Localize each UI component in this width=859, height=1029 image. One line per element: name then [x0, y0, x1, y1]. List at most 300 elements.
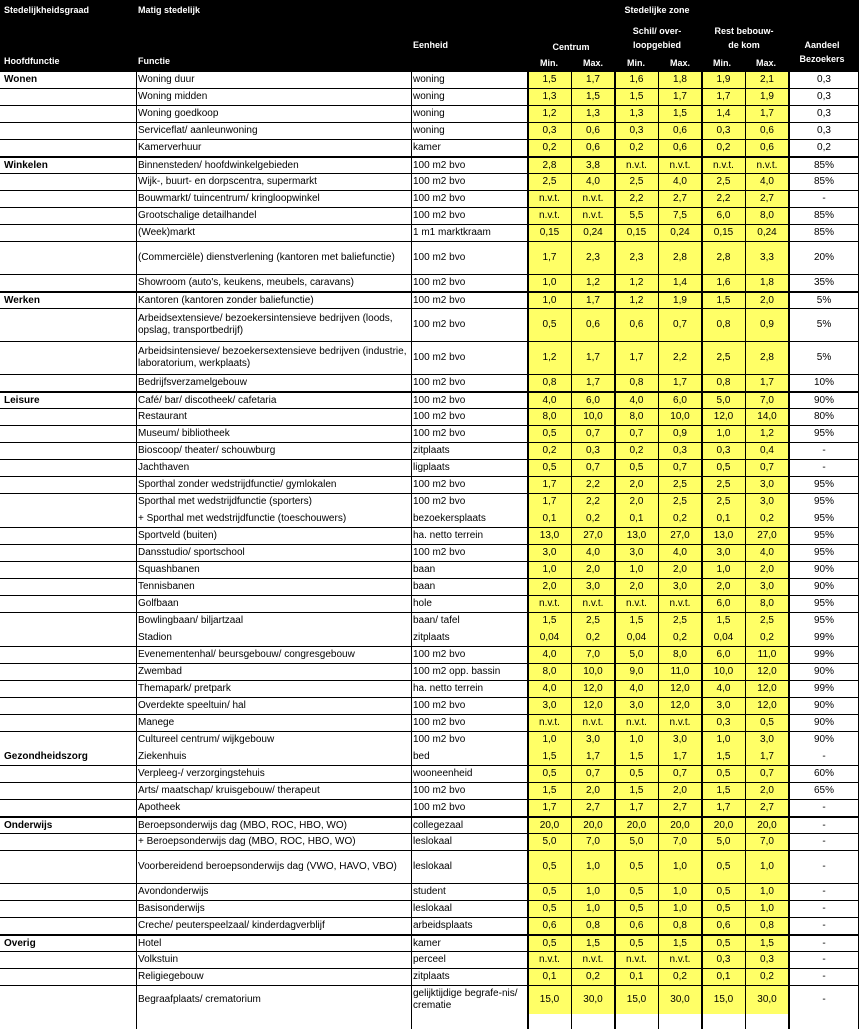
- header-aandeel-line2: Bezoekers: [799, 54, 845, 64]
- min-value: [615, 952, 658, 968]
- max-value: [658, 275, 702, 291]
- min-value: [615, 140, 658, 156]
- max-value-text: 1,2: [586, 277, 600, 288]
- min-value-text: 1,5: [716, 785, 731, 796]
- max-value-text: 2,8: [760, 352, 774, 363]
- min-value-text: 1,4: [716, 108, 731, 119]
- min-value: [702, 275, 745, 291]
- max-value: [745, 309, 789, 341]
- header-schil-line1: Schil/ over-: [632, 26, 682, 36]
- min-value: [615, 158, 658, 173]
- min-value-text: 1,0: [629, 734, 644, 745]
- max-value-text: 1,0: [760, 903, 774, 914]
- max-value: [745, 106, 789, 122]
- min-value-text: 3,0: [542, 547, 557, 558]
- max-value: [571, 596, 615, 612]
- visitor-share-text: 85%: [813, 159, 834, 171]
- max-value: [658, 545, 702, 561]
- max-value: [745, 562, 789, 578]
- function-label-text: Tennisbanen: [138, 581, 195, 592]
- function-label-text: Serviceflat/ aanleunwoning: [138, 125, 258, 136]
- max-value: [745, 936, 789, 951]
- min-value-text: 0,1: [542, 512, 557, 524]
- function-label: [136, 647, 411, 663]
- max-value: [571, 409, 615, 425]
- max-value: [571, 275, 615, 291]
- table-row: [0, 241, 859, 274]
- unit-label-text: 100 m2 bvo: [413, 252, 466, 263]
- min-value: [615, 783, 658, 799]
- min-value-text: 0,7: [629, 428, 644, 439]
- min-value-text: 2,5: [542, 176, 557, 187]
- min-value: [702, 800, 745, 816]
- min-value: [702, 375, 745, 391]
- function-label: [136, 664, 411, 680]
- min-value-text: 0,5: [629, 886, 644, 897]
- max-value: [658, 629, 702, 646]
- table-row: [0, 578, 859, 595]
- category-label: [0, 158, 136, 173]
- function-label: [136, 629, 411, 646]
- grid-line: [788, 71, 790, 1029]
- function-label-text: Themapark/ pretpark: [138, 683, 231, 694]
- visitor-share-text: 99%: [813, 649, 834, 660]
- function-label-text: Arbeidsextensieve/ bezoekersintensieve bedrijven (loods, opslag, transportbedrijf): [138, 313, 393, 336]
- min-value: [702, 952, 745, 968]
- max-value: [745, 293, 789, 308]
- visitor-share: [789, 579, 859, 595]
- max-value-text: 3,3: [760, 252, 774, 263]
- visitor-share-text: 0,3: [817, 125, 831, 136]
- max-value: [571, 647, 615, 663]
- min-value-text: 0,2: [542, 445, 557, 456]
- min-value-text: 3,0: [716, 700, 731, 711]
- min-value-text: 1,5: [629, 750, 644, 762]
- min-value-text: 2,5: [629, 176, 644, 187]
- max-value: [571, 242, 615, 274]
- max-value: [571, 158, 615, 173]
- min-value: [528, 545, 571, 561]
- max-value-text: 0,7: [760, 462, 774, 473]
- min-value-text: 0,5: [716, 861, 731, 872]
- max-value: [658, 783, 702, 799]
- table-row: [0, 799, 859, 816]
- max-value: [745, 158, 789, 173]
- max-value: [658, 208, 702, 224]
- category-label: [0, 72, 136, 88]
- min-value-text: 12,0: [713, 411, 734, 422]
- min-value-text: 0,8: [716, 319, 731, 330]
- max-value-text: 0,7: [673, 768, 687, 779]
- min-value: [702, 918, 745, 934]
- unit-label-text: 100 m2 bvo: [413, 210, 466, 221]
- max-value-text: 1,7: [760, 108, 774, 119]
- min-value-text: 0,04: [539, 631, 560, 643]
- min-value-text: 4,0: [542, 683, 557, 694]
- max-value: [571, 918, 615, 934]
- min-value-text: 20,0: [539, 819, 560, 831]
- function-label: [136, 851, 411, 883]
- min-value: [528, 275, 571, 291]
- function-label-text: Evenementenhal/ beursgebouw/ congresgebouw: [138, 649, 355, 660]
- unit-label: [411, 174, 528, 190]
- min-value-text: 0,2: [629, 445, 644, 456]
- min-value-text: 2,2: [716, 193, 731, 204]
- min-value: [528, 106, 571, 122]
- table-row: [0, 544, 859, 561]
- unit-label-text: leslokaal: [413, 836, 452, 847]
- max-value-text: 1,0: [586, 861, 600, 872]
- max-value-text: 1,0: [760, 886, 774, 897]
- max-value-text: 1,0: [673, 903, 687, 914]
- table-row: [0, 850, 859, 883]
- min-value: [702, 191, 745, 207]
- min-value-text: 0,2: [629, 142, 644, 153]
- min-value-text: 4,0: [629, 394, 644, 406]
- max-value-text: n.v.t.: [582, 598, 604, 609]
- table-row: [0, 122, 859, 139]
- table-row: [0, 917, 859, 934]
- max-value-text: 2,0: [586, 785, 600, 796]
- max-value: [571, 613, 615, 629]
- table-row: [0, 951, 859, 968]
- function-label-text: Basisonderwijs: [138, 903, 205, 914]
- min-value: [615, 375, 658, 391]
- min-value: [615, 715, 658, 731]
- max-value: [571, 225, 615, 241]
- max-value-text: n.v.t.: [582, 954, 604, 965]
- min-value: [615, 664, 658, 680]
- unit-label: [411, 748, 528, 765]
- header-min-rest: Min.: [713, 58, 731, 68]
- function-label: [136, 783, 411, 799]
- max-value-text: 1,5: [673, 937, 687, 949]
- max-value-text: 12,0: [583, 700, 603, 711]
- visitor-share: [789, 715, 859, 731]
- unit-label-text: 100 m2 bvo: [413, 159, 466, 171]
- min-value-text: 0,3: [716, 954, 731, 965]
- visitor-share-text: -: [822, 886, 826, 897]
- min-value: [615, 851, 658, 883]
- min-value: [528, 818, 571, 833]
- min-value: [702, 596, 745, 612]
- min-value-text: 10,0: [713, 666, 734, 677]
- unit-label-text: 100 m2 bvo: [413, 411, 466, 422]
- max-value: [571, 191, 615, 207]
- max-value: [745, 986, 789, 1014]
- max-value: [658, 851, 702, 883]
- max-value-text: 0,2: [673, 971, 687, 982]
- category-label: [0, 818, 136, 833]
- min-value-text: 13,0: [626, 530, 647, 541]
- visitor-share-text: 90%: [813, 581, 834, 592]
- min-value: [615, 426, 658, 442]
- function-label-text: Woning duur: [138, 74, 195, 85]
- max-value-text: 2,7: [760, 193, 774, 204]
- max-value: [658, 140, 702, 156]
- function-label: [136, 158, 411, 173]
- max-value-text: 0,7: [673, 462, 687, 473]
- max-value: [571, 494, 615, 510]
- visitor-share-text: 90%: [813, 564, 834, 575]
- unit-label: [411, 732, 528, 748]
- max-value: [571, 986, 615, 1014]
- function-label-text: Overdekte speeltuin/ hal: [138, 700, 246, 711]
- min-value: [702, 242, 745, 274]
- max-value: [745, 647, 789, 663]
- min-value-text: 0,1: [716, 512, 731, 524]
- visitor-share: [789, 766, 859, 782]
- table-row: [0, 663, 859, 680]
- unit-label: [411, 375, 528, 391]
- function-label-text: Jachthaven: [138, 462, 190, 473]
- unit-label: [411, 901, 528, 917]
- min-value: [528, 225, 571, 241]
- max-value-text: 0,6: [760, 142, 774, 153]
- max-value-text: 2,0: [760, 294, 774, 306]
- unit-label-text: 100 m2 bvo: [413, 377, 466, 388]
- min-value: [702, 528, 745, 544]
- unit-label: [411, 72, 528, 88]
- min-value-text: 1,2: [542, 352, 557, 363]
- min-value-text: 0,5: [629, 462, 644, 473]
- visitor-share-text: 95%: [813, 547, 834, 558]
- function-label-text: Wijk-, buurt- en dorpscentra, supermarkt: [138, 176, 317, 187]
- max-value: [658, 818, 702, 833]
- min-value-text: 0,5: [629, 861, 644, 872]
- min-value: [615, 681, 658, 697]
- min-value: [702, 986, 745, 1014]
- min-value: [702, 748, 745, 765]
- category-label-text: Winkelen: [4, 159, 48, 171]
- min-value: [615, 698, 658, 714]
- unit-label: [411, 647, 528, 663]
- unit-label-text: ligplaats: [413, 462, 450, 473]
- max-value: [658, 393, 702, 408]
- min-value: [615, 242, 658, 274]
- function-label: [136, 884, 411, 900]
- max-value: [658, 426, 702, 442]
- visitor-share-text: 99%: [813, 683, 834, 694]
- visitor-share: [789, 106, 859, 122]
- max-value-text: 4,0: [586, 176, 600, 187]
- unit-label: [411, 884, 528, 900]
- min-value: [702, 309, 745, 341]
- max-value: [658, 528, 702, 544]
- max-value-text: 11,0: [757, 649, 777, 660]
- function-label: [136, 732, 411, 748]
- max-value-text: 0,2: [673, 512, 687, 524]
- min-value-text: 1,3: [542, 91, 557, 102]
- max-value: [658, 174, 702, 190]
- function-label: [136, 596, 411, 612]
- max-value: [745, 918, 789, 934]
- max-value-text: n.v.t.: [669, 954, 691, 965]
- function-label: [136, 698, 411, 714]
- visitor-share-text: -: [822, 994, 826, 1005]
- unit-label: [411, 293, 528, 308]
- category-label-text: Overig: [4, 937, 36, 949]
- max-value: [745, 140, 789, 156]
- visitor-share: [789, 72, 859, 88]
- function-label-text: Bowlingbaan/ biljartzaal: [138, 615, 244, 626]
- function-label: [136, 986, 411, 1014]
- max-value-text: 27,0: [670, 530, 690, 541]
- function-label: [136, 123, 411, 139]
- min-value: [702, 613, 745, 629]
- max-value-text: 1,7: [586, 750, 600, 762]
- table-row: [0, 765, 859, 782]
- visitor-share-text: 85%: [813, 176, 834, 187]
- function-label: [136, 72, 411, 88]
- min-value: [528, 89, 571, 105]
- unit-label-text: 100 m2 bvo: [413, 802, 466, 813]
- max-value: [571, 208, 615, 224]
- max-value-text: 0,2: [760, 971, 774, 982]
- max-value: [658, 191, 702, 207]
- function-label: [136, 174, 411, 190]
- max-value: [571, 952, 615, 968]
- min-value: [702, 208, 745, 224]
- min-value-text: 1,5: [542, 615, 557, 626]
- max-value: [658, 106, 702, 122]
- max-value: [658, 969, 702, 985]
- table-row: [0, 459, 859, 476]
- unit-label: [411, 629, 528, 646]
- min-value-text: 1,2: [629, 294, 644, 306]
- unit-label: [411, 123, 528, 139]
- min-value-text: 0,8: [629, 377, 644, 388]
- min-value-text: n.v.t.: [539, 598, 560, 609]
- visitor-share: [789, 664, 859, 680]
- category-label-text: Wonen: [4, 74, 38, 85]
- max-value-text: 1,5: [760, 937, 774, 949]
- min-value-text: 0,5: [629, 903, 644, 914]
- max-value-text: 1,7: [760, 750, 774, 762]
- max-value-text: 8,0: [760, 210, 774, 221]
- min-value-text: 1,7: [542, 802, 557, 813]
- table-row: [0, 646, 859, 663]
- visitor-share: [789, 851, 859, 883]
- min-value-text: 0,5: [542, 903, 557, 914]
- min-value: [528, 293, 571, 308]
- min-value: [615, 613, 658, 629]
- max-value: [745, 613, 789, 629]
- max-value-text: 12,0: [757, 666, 777, 677]
- function-label: [136, 426, 411, 442]
- min-value: [702, 901, 745, 917]
- function-label: [136, 681, 411, 697]
- max-value: [745, 952, 789, 968]
- min-value-text: 0,5: [716, 462, 731, 473]
- function-label-text: Bouwmarkt/ tuincentrum/ kringloopwinkel: [138, 193, 320, 204]
- table-row: [0, 408, 859, 425]
- category-label: [0, 293, 136, 308]
- function-label-text: Arbeidsintensieve/ bezoekersextensieve bedrijven (industrie, laboratorium, werkplaats): [138, 346, 407, 369]
- min-value: [528, 375, 571, 391]
- function-label-text: Binnensteden/ hoofdwinkelgebieden: [138, 159, 299, 171]
- min-value: [528, 477, 571, 493]
- min-value: [702, 629, 745, 646]
- max-value-text: 1,7: [586, 294, 600, 306]
- unit-label-text: kamer: [413, 142, 441, 153]
- function-label: [136, 443, 411, 459]
- max-value: [745, 393, 789, 408]
- min-value: [528, 884, 571, 900]
- min-value-text: 1,7: [542, 496, 557, 507]
- max-value: [658, 884, 702, 900]
- min-value: [528, 140, 571, 156]
- unit-label: [411, 834, 528, 850]
- min-value: [702, 477, 745, 493]
- header-functie: Functie: [138, 56, 171, 66]
- max-value-text: 1,9: [760, 91, 774, 102]
- max-value: [658, 936, 702, 951]
- max-value-text: 12,0: [670, 700, 690, 711]
- max-value: [571, 562, 615, 578]
- min-value: [615, 884, 658, 900]
- unit-label: [411, 936, 528, 951]
- max-value: [571, 748, 615, 765]
- function-label-text: Ziekenhuis: [138, 750, 187, 762]
- table-row: [0, 224, 859, 241]
- min-value: [702, 426, 745, 442]
- min-value-text: 6,0: [716, 649, 731, 660]
- min-value: [702, 174, 745, 190]
- table-row: [0, 883, 859, 900]
- max-value: [571, 375, 615, 391]
- min-value-text: 2,0: [629, 496, 644, 507]
- visitor-share: [789, 275, 859, 291]
- max-value: [658, 901, 702, 917]
- min-value-text: 0,04: [626, 631, 647, 643]
- min-value: [702, 72, 745, 88]
- min-value-text: 2,3: [629, 252, 644, 263]
- max-value-text: 2,5: [673, 496, 687, 507]
- max-value: [571, 715, 615, 731]
- table-row: [0, 493, 859, 510]
- min-value-text: n.v.t.: [713, 159, 734, 171]
- function-label: [136, 208, 411, 224]
- unit-label: [411, 191, 528, 207]
- unit-label-text: hole: [413, 598, 432, 609]
- max-value: [658, 766, 702, 782]
- category-label-text: Leisure: [4, 394, 40, 406]
- unit-label-text: woning: [413, 91, 445, 102]
- visitor-share-text: -: [822, 193, 826, 204]
- header-eenheid: Eenheid: [413, 40, 449, 50]
- max-value: [658, 158, 702, 173]
- max-value-text: 1,5: [673, 108, 687, 119]
- max-value-text: 1,2: [760, 428, 774, 439]
- function-label-text: Woning goedkoop: [138, 108, 219, 119]
- max-value-text: 1,7: [673, 91, 687, 102]
- min-value: [702, 545, 745, 561]
- min-value: [528, 208, 571, 224]
- min-value-text: 0,04: [713, 631, 734, 643]
- min-value: [615, 986, 658, 1014]
- unit-label: [411, 562, 528, 578]
- max-value-text: 0,2: [760, 512, 774, 524]
- max-value-text: n.v.t.: [756, 159, 778, 171]
- max-value: [658, 562, 702, 578]
- min-value-text: 1,0: [716, 428, 731, 439]
- min-value: [615, 494, 658, 510]
- max-value-text: 2,0: [673, 785, 687, 796]
- function-label: [136, 715, 411, 731]
- min-value-text: 1,5: [542, 750, 557, 762]
- max-value-text: 3,0: [760, 734, 774, 745]
